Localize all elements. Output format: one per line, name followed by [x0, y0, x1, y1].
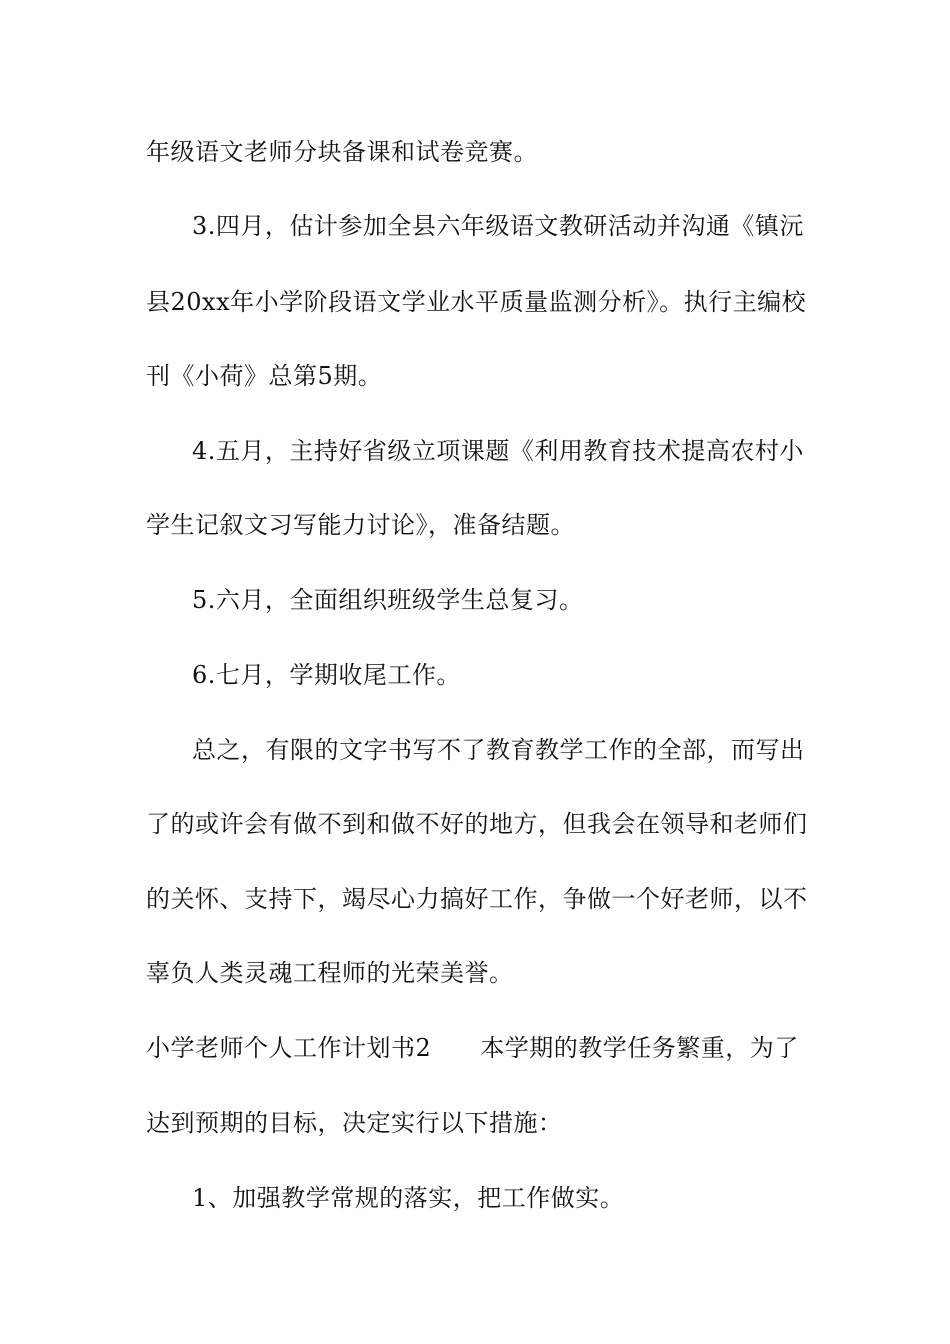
text-line-6: 学生记叙文习写能力讨论》，准备结题。 [146, 511, 575, 539]
text-line-2: 3.四月，估计参加全县六年级语文教研活动并沟通《镇沅 [192, 212, 804, 240]
text-line-4: 刊《小荷》总第5期。 [146, 362, 383, 390]
text-line-12: 辜负人类灵魂工程师的光荣美誉。 [146, 959, 514, 987]
text-line-11: 的关怀、支持下，竭尽心力搞好工作，争做一个好老师，以不 [146, 885, 808, 913]
text-line-5: 4.五月，主持好省级立项课题《利用教育技术提高农村小 [192, 437, 804, 465]
text-line-10: 了的或许会有做不到和做不好的地方，但我会在领导和老师们 [146, 810, 808, 838]
text-line-13: 小学老师个人工作计划书2 本学期的教学任务繁重，为了 [146, 1034, 799, 1062]
text-line-1: 年级语文老师分块备课和试卷竞赛。 [146, 138, 538, 166]
text-line-8: 6.七月，学期收尾工作。 [192, 661, 461, 689]
text-line-9: 总之，有限的文字书写不了教育教学工作的全部，而写出 [192, 736, 805, 764]
text-line-7: 5.六月，全面组织班级学生总复习。 [192, 586, 584, 614]
text-line-15: 1、加强教学常规的落实，把工作做实。 [192, 1184, 625, 1212]
text-line-3: 县20xx年小学阶段语文学业水平质量监测分析》。执行主编校 [146, 288, 807, 316]
text-line-14: 达到预期的目标，决定实行以下措施： [146, 1109, 563, 1137]
